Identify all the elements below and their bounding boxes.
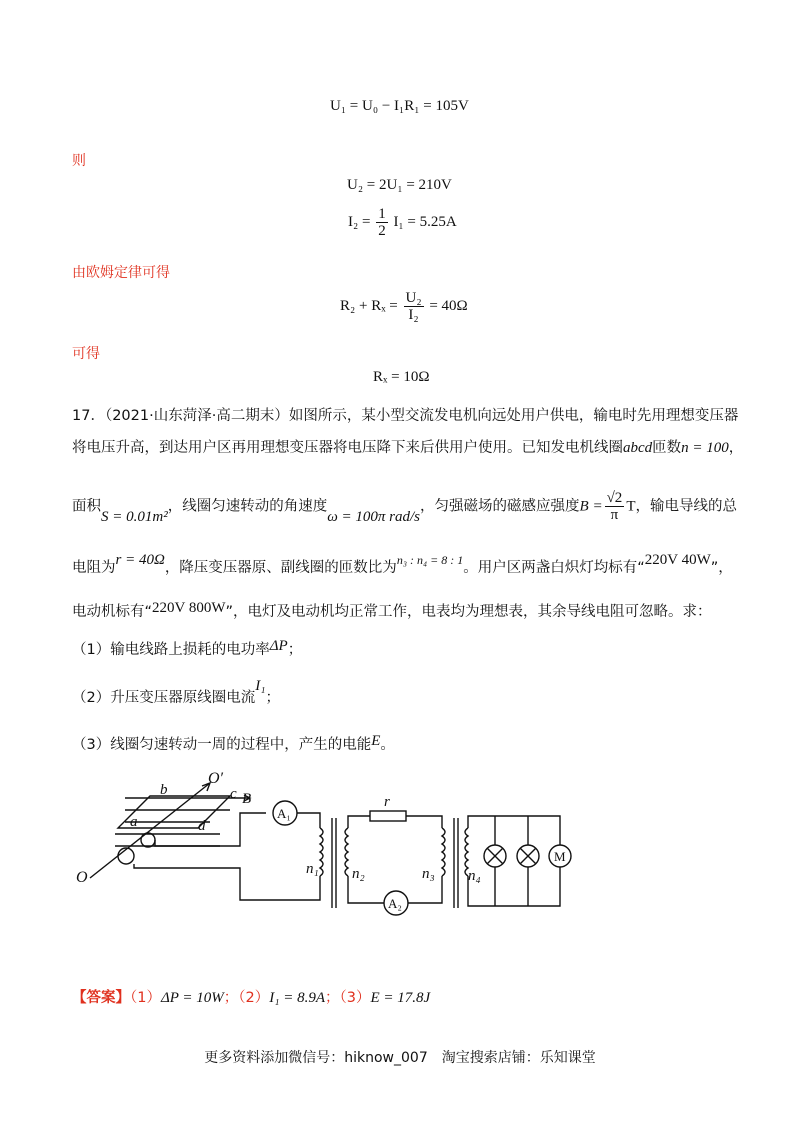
equation-i2-lhs: I₂ =	[348, 213, 371, 230]
question-line-3	[72, 490, 737, 523]
text: ，降压变压器原、副线圈的匝数比为	[164, 560, 397, 576]
label-r: r	[384, 794, 390, 810]
answer-part: ；（2）	[223, 990, 270, 1006]
question-line-1: 17．（2021·山东菏泽·高二期末）如图所示，某小型交流发电机向远处用户供电，输电时先用理想变压器	[72, 408, 739, 424]
text: ”，	[710, 560, 733, 576]
answer-tag: 【答案】	[72, 990, 130, 1006]
text: 匝数	[652, 440, 682, 456]
coil-n1	[320, 828, 323, 876]
symbol-abcd: abcd	[623, 440, 653, 456]
fraction-numerator: 1	[378, 206, 386, 222]
label-n2: n₂	[352, 866, 365, 882]
page-footer: 更多资料添加微信号：hiknow_007 淘宝搜索店铺：乐知课堂	[204, 1050, 596, 1066]
equation-i2-rhs: I₁ = 5.25A	[393, 213, 457, 230]
fraction-u2-i2	[404, 290, 424, 323]
text: ；	[265, 690, 280, 706]
text: 将电压升高，到达用户区再用理想变压器将电压降下来后供用户使用。已知发电机线圈	[72, 440, 623, 456]
label-o: O	[76, 869, 88, 886]
label-then: 则	[72, 153, 86, 169]
text: （2）升压变压器原线圈电流	[72, 690, 256, 706]
text: ”，电灯及电动机均正常工作，电表均为理想表，其余导线电阻可忽略。求：	[225, 604, 712, 620]
sub-question-1	[72, 638, 302, 662]
label-m: M	[554, 849, 566, 864]
unit-tesla: T	[626, 498, 636, 515]
label-n1: n₁	[306, 861, 319, 877]
symbol-omega: ω = 100π rad/s	[327, 508, 421, 525]
text: 电动机标有“	[72, 604, 153, 620]
symbol-b: B =	[579, 498, 603, 515]
text: ；	[287, 642, 303, 658]
text: ，输电导线的总	[635, 498, 737, 515]
fraction-numerator: √2	[606, 490, 623, 506]
label-n3: n₃	[422, 866, 435, 882]
question-line-5	[72, 600, 712, 624]
symbol-e: E	[371, 733, 381, 749]
label-a1: A₁	[277, 806, 291, 821]
symbol-r: r = 40Ω	[115, 552, 165, 568]
motor-rating: 220V 800W	[152, 600, 226, 616]
answer-value-1: ΔP = 10W	[160, 990, 224, 1006]
wire	[468, 816, 560, 906]
equation-rx: Rₓ = 10Ω	[373, 369, 430, 385]
text: ，线圈匀速转动的角速度	[167, 498, 328, 515]
label-b: b	[160, 782, 168, 798]
label-d: d	[198, 818, 206, 834]
answer-value-3: E = 17.8J	[370, 990, 431, 1006]
equation-u1: U₁ = U₀ − I₁R₁ = 105V	[330, 98, 469, 114]
coil-n2	[345, 828, 348, 876]
fraction-numerator: U₂	[405, 290, 422, 306]
answer-part: ；（3）	[325, 990, 371, 1006]
text: （1）输电线路上损耗的电功率	[72, 642, 270, 658]
slip-ring-1	[141, 833, 155, 847]
symbol-ratio: n₃ : n₄ = 8 : 1	[396, 553, 464, 567]
wire	[348, 816, 370, 828]
symbol-n: n = 100	[681, 440, 729, 456]
equation-u2: U₂ = 2U₁ = 210V	[347, 177, 452, 193]
text: 面积	[72, 498, 101, 515]
coil-n3	[442, 828, 445, 876]
sub-question-3	[72, 733, 395, 757]
resistor-r	[370, 811, 406, 821]
label-o-prime: O′	[208, 770, 224, 787]
circuit-diagram	[70, 768, 590, 918]
fraction-denominator: 2	[378, 223, 386, 239]
lamp-rating: 220V 40W	[644, 552, 711, 568]
answer-value-2: I₁ = 8.9A	[269, 990, 326, 1006]
text: ，	[728, 440, 744, 456]
wire	[134, 864, 320, 900]
lamp-icon	[517, 845, 539, 867]
label-ohm-law: 由欧姆定律可得	[72, 265, 170, 281]
question-line-4	[72, 552, 733, 580]
symbol-area: S = 0.01m²	[101, 508, 168, 525]
label-can-get: 可得	[72, 346, 100, 362]
fraction-half	[376, 206, 388, 239]
wire	[155, 813, 266, 846]
label-a: a	[130, 814, 138, 830]
symbol-delta-p: ΔP	[269, 638, 288, 654]
text: （3）线圈匀速转动一周的过程中，产生的电能	[72, 737, 372, 753]
answer-line	[72, 986, 430, 1010]
equation-resistance	[340, 290, 468, 323]
lamp-icon	[484, 845, 506, 867]
label-field-b: B	[242, 791, 252, 807]
wire	[406, 816, 442, 828]
answer-part: （1）	[130, 990, 161, 1006]
text: 。用户区两盏白炽灯均标有“	[463, 560, 645, 576]
label-n4: n₄	[468, 868, 481, 884]
symbol-i1: I₁	[255, 678, 266, 694]
sub-question-2	[72, 678, 280, 710]
equation-i2	[348, 206, 457, 239]
slip-ring-2	[118, 848, 134, 864]
fraction-denominator: π	[610, 507, 619, 523]
label-a2: A₂	[388, 896, 402, 911]
fraction-sqrt2-pi	[605, 490, 625, 523]
text: 。	[380, 737, 395, 753]
wire	[297, 813, 320, 828]
text: 电阻为	[72, 560, 116, 576]
rotation-axis	[90, 783, 210, 878]
fraction-denominator: I₂	[408, 307, 419, 323]
label-c: c	[230, 786, 237, 802]
question-line-2	[72, 436, 743, 460]
text: ，匀强磁场的磁感应强度	[420, 498, 580, 515]
equation-r-rhs: = 40Ω	[429, 297, 468, 314]
equation-r-lhs: R₂ + Rₓ =	[340, 297, 398, 314]
